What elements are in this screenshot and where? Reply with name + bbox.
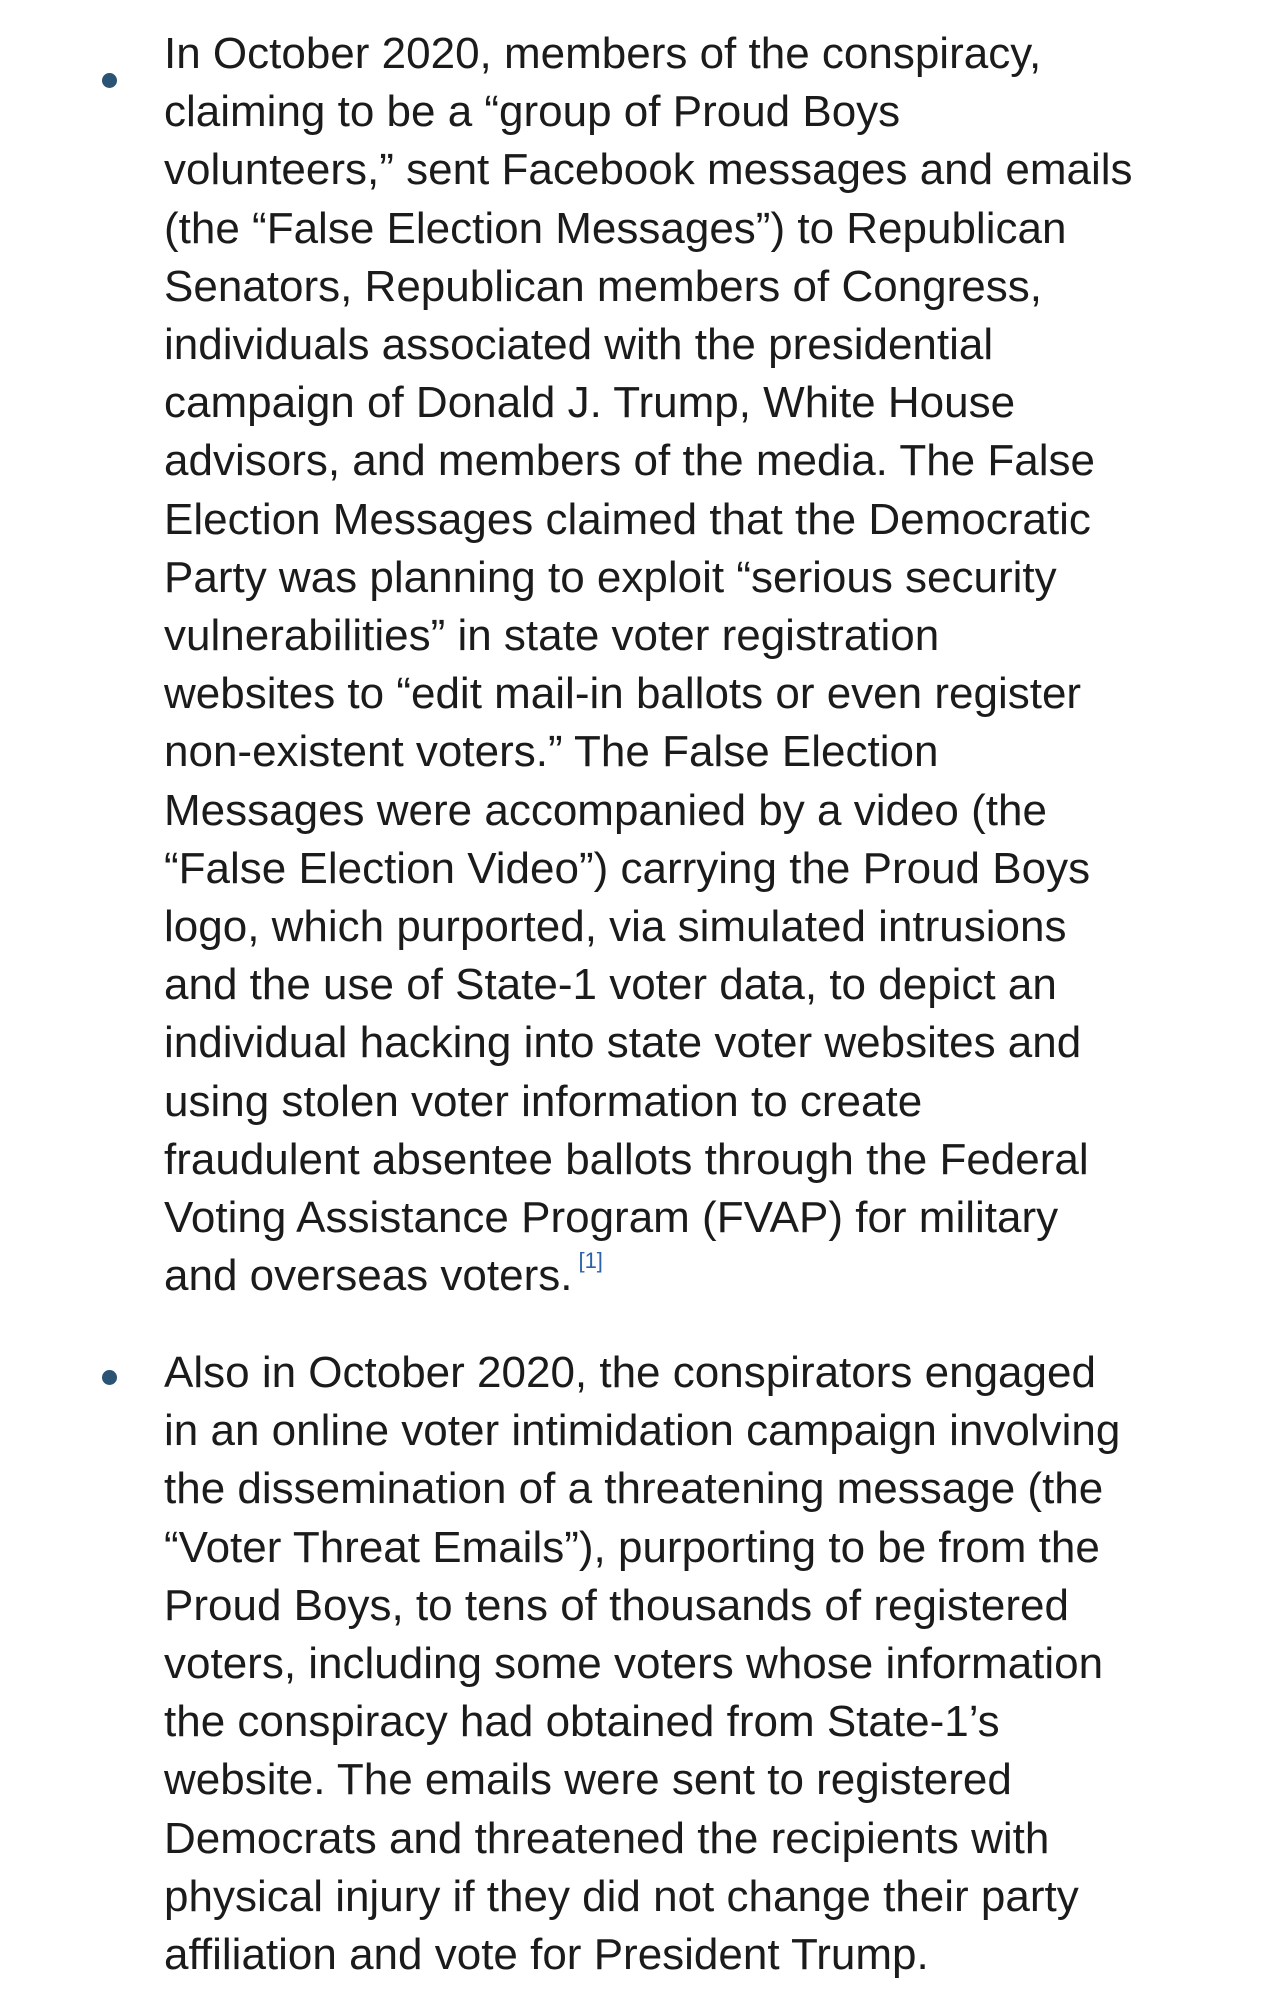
text-line: individual hacking into state voter websites and bbox=[164, 1018, 1082, 1068]
text-line: affiliation and vote for President Trump. bbox=[164, 1930, 929, 1980]
text-line: vulnerabilities” in state voter registration bbox=[164, 611, 940, 661]
text-line: and overseas voters. bbox=[164, 1251, 573, 1301]
text-line: the conspiracy had obtained from State-1’s bbox=[164, 1697, 1000, 1747]
text-line: Voting Assistance Program (FVAP) for military bbox=[164, 1193, 1059, 1243]
bullet-text bbox=[164, 25, 1244, 1305]
text-line: (the “False Election Messages”) to Republican bbox=[164, 203, 1067, 253]
text-line: Party was planning to exploit “serious security bbox=[164, 552, 1057, 602]
text-line: In October 2020, members of the conspiracy, bbox=[164, 29, 1042, 78]
text-line: in an online voter intimidation campaign involving bbox=[164, 1406, 1121, 1456]
bullet-marker bbox=[102, 1370, 117, 1385]
text-line: Democrats and threatened the recipients with bbox=[164, 1813, 1050, 1863]
text-line: fraudulent absentee ballots through the Federal bbox=[164, 1134, 1089, 1184]
text-line: Senators, Republican members of Congress, bbox=[164, 261, 1042, 311]
bullet-item-false-election-messages bbox=[0, 25, 1280, 1305]
text-line: physical injury if they did not change their party bbox=[164, 1871, 1079, 1921]
bullet-item-voter-threat-emails bbox=[0, 1344, 1280, 1984]
text-line: “False Election Video”) carrying the Proud Boys bbox=[164, 843, 1091, 893]
text-line: the dissemination of a threatening message (the bbox=[164, 1464, 1104, 1514]
text-line: campaign of Donald J. Trump, White House bbox=[164, 378, 1016, 428]
text-line: logo, which purported, via simulated intrusions bbox=[164, 902, 1067, 952]
text-line: volunteers,” sent Facebook messages and emails bbox=[164, 145, 1133, 195]
text-line: Election Messages claimed that the Democratic bbox=[164, 494, 1091, 544]
bullet-text bbox=[164, 1344, 1244, 1984]
text-line: website. The emails were sent to registered bbox=[164, 1755, 1012, 1805]
footnote-link[interactable]: [1] bbox=[578, 1248, 603, 1274]
text-line: Also in October 2020, the conspirators engaged bbox=[164, 1348, 1096, 1397]
text-line: Messages were accompanied by a video (the bbox=[164, 785, 1047, 835]
text-line: advisors, and members of the media. The False bbox=[164, 436, 1095, 486]
text-line: and the use of State-1 voter data, to depict an bbox=[164, 960, 1057, 1010]
text-line: using stolen voter information to create bbox=[164, 1076, 923, 1126]
text-line: non-existent voters.” The False Election bbox=[164, 727, 939, 777]
text-line: claiming to be a “group of Proud Boys bbox=[164, 87, 901, 137]
text-line-last bbox=[164, 1247, 1244, 1305]
bullet-marker bbox=[102, 73, 117, 88]
text-line: websites to “edit mail-in ballots or even register bbox=[164, 669, 1082, 719]
text-line: voters, including some voters whose information bbox=[164, 1639, 1104, 1689]
text-line: Proud Boys, to tens of thousands of registered bbox=[164, 1580, 1069, 1630]
text-line: individuals associated with the presidential bbox=[164, 320, 994, 370]
text-line: “Voter Threat Emails”), purporting to be from the bbox=[164, 1522, 1100, 1572]
